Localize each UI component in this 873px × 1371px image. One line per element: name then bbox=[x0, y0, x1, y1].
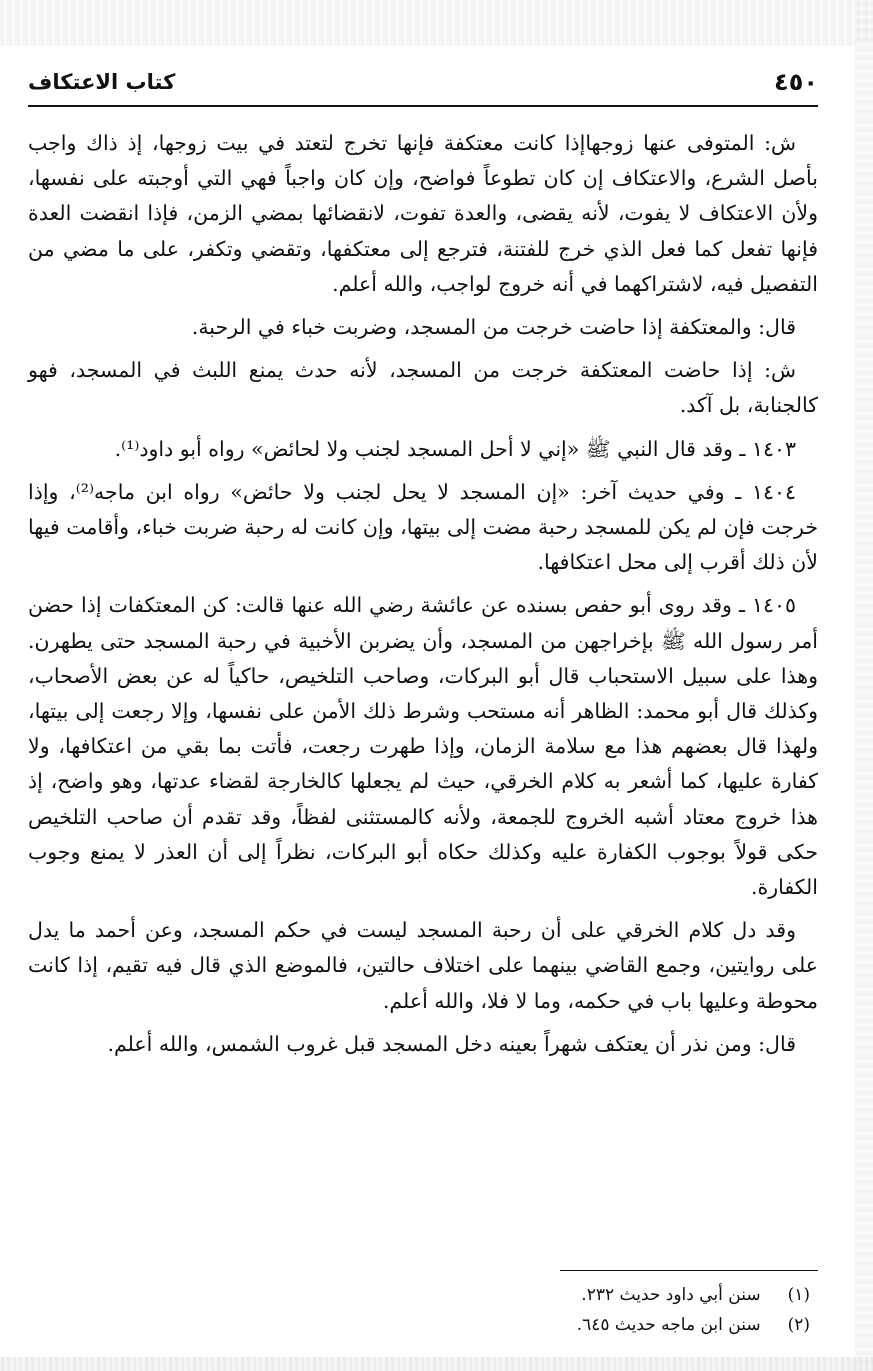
scan-edge-top bbox=[0, 0, 873, 46]
page-body bbox=[28, 126, 818, 1070]
footnote-marker: (١) bbox=[787, 1285, 810, 1305]
footnote-marker: (٢) bbox=[787, 1315, 810, 1335]
footnotes bbox=[28, 1280, 818, 1340]
header-rule bbox=[28, 105, 818, 107]
paragraph-hadith-1405: ١٤٠٥ ـ وقد روى أبو حفص بسنده عن عائشة رضي الله عنها قالت: كن المعتكفات إذا حضن أمر رسول الله ﷺ بإخراجهن من المسجد، وأن يضربن الأخبية في رحبة المسجد حتى يطهرن. وهذا على سبيل الاستحباب قال أبو البركات، وصاحب التلخيص، حاكياً له عن بعض الأصحاب، وكذلك قال أبو محمد: الظاهر أنه مستحب وشرط ذلك الأمن على نفسها، وإلا رجعت إلى بيتها، ولهذا قال بعضهم هذا مع سلامة الزمان، وإذا طهرت رجعت، فأتت بما بقي من اعتكافها، ولا كفارة عليها، كما أشعر به كلام الخرقي، حيث لم يجعلها كالخارجة لقضاء عدتها، وهو واضح، إذ هذا خروج معتاد أشبه الخروج للجمعة، ولأنه كالمستثنى لفظاً، وقد تقدم أن صاحب التلخيص حكى قولاً بوجوب الكفارة عليه وكذلك حكاه أبو البركات، نظراً إلى أن العذر لا يمنع وجوب الكفارة. bbox=[28, 593, 818, 900]
paragraph-rahba: وقد دل كلام الخرقي على أن رحبة المسجد ليست في حكم المسجد، وعن أحمد ما يدل على روايتين، وجمع القاضي بينهما على اختلاف حالتين، فالموضع الذي قال فيه تقيم، إذا كانت محوطة وعليها باب في حكمه، وما لا فلا، والله أعلم. bbox=[28, 918, 818, 1013]
paragraph-hadith-1404: ١٤٠٤ ـ وفي حديث آخر: «إن المسجد لا يحل لجنب ولا حائض» رواه ابن ماجه⁽²⁾، وإذا خرجت فإن لم يكن للمسجد رحبة مضت إلى بيتها، وإن كانت له رحبة ضربت خباء، وأقامت فيها لأن ذلك أقرب إلى محل اعتكافها. bbox=[28, 479, 818, 575]
page-number: ٤٥٠ bbox=[774, 68, 818, 96]
paragraph-sharh-mutawaffa: ش: المتوفى عنها زوجهاإذا كانت معتكفة فإنها تخرج لتعتد في بيت زوجها، إذ ذاك واجب بأصل الشرع، والاعتكاف إن كان تطوعاً فواضح، وإن كان واجباً فهي التي أوجبته على نفسها، ولأن الاعتكاف لا يفوت، لأنه يقضى، والعدة تفوت، لانقضائها بمضي الزمن، فإذا انقضت العدة فإنها تفعل كما فعل الذي خرج للفتنة، فترجع إلى معتكفها، وتقضي وتكفر، على ما مضي من التفصيل فيه، لاشتراكهما في أنه خروج لواجب، والله أعلم. bbox=[28, 131, 818, 296]
footnote-text: سنن ابن ماجه حديث ٦٤٥. bbox=[576, 1315, 761, 1335]
footnote-item bbox=[28, 1310, 818, 1340]
paragraph-hadith-1403: ١٤٠٣ ـ وقد قال النبي ﷺ «إني لا أحل المسجد لجنب ولا لحائض» رواه أبو داود⁽¹⁾. bbox=[114, 436, 796, 461]
paragraph-matn-nadhr: قال: ومن نذر أن يعتكف شهراً بعينه دخل المسجد قبل غروب الشمس، والله أعلم. bbox=[107, 1031, 796, 1056]
page-header bbox=[28, 62, 818, 102]
footnote-text: سنن أبي داود حديث ٢٣٢. bbox=[581, 1285, 761, 1305]
paragraph-sharh-haid: ش: إذا حاضت المعتكفة خرجت من المسجد، لأنه حدث يمنع اللبث في المسجد، فهو كالجنابة، بل آكد. bbox=[28, 358, 818, 418]
scan-edge-right bbox=[855, 0, 873, 1371]
paragraph-matn-haid: قال: والمعتكفة إذا حاضت خرجت من المسجد، وضربت خباء في الرحبة. bbox=[191, 315, 796, 340]
footnote-rule bbox=[560, 1270, 818, 1271]
scan-edge-bottom bbox=[0, 1357, 873, 1371]
running-title: كتاب الاعتكاف bbox=[28, 70, 176, 94]
footnote-item bbox=[28, 1280, 818, 1310]
